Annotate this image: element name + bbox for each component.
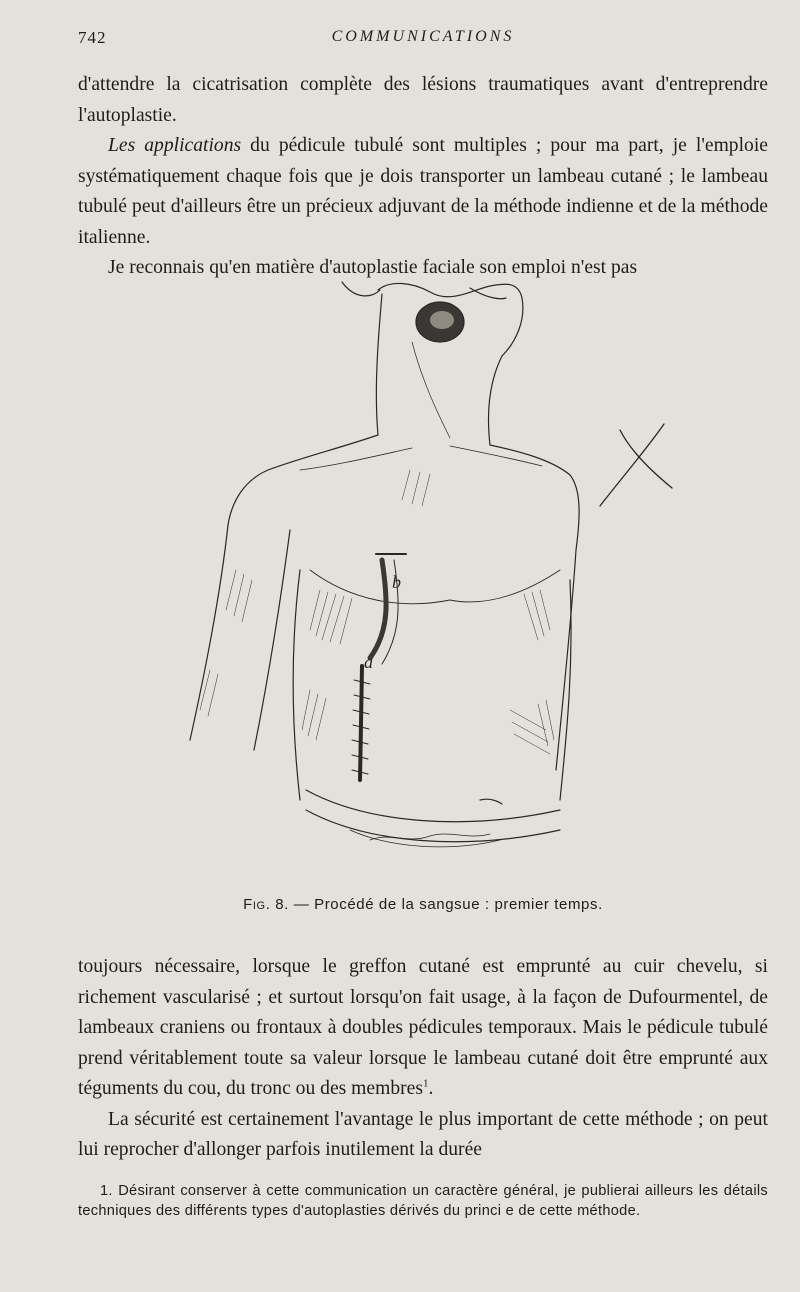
paragraph-securite: La sécurité est certainement l'avantage le plus important de cette méthode ; on peut lui reprocher d'allonger parfois inutilement la durée	[78, 1108, 768, 1160]
footnote-text: Désirant conserver à cette communication un caractère général, je publierai ailleurs les détails techniques des différents types d'autoplasties dérivés du princi e de cette méthode.	[78, 1183, 768, 1219]
caption-figure-label: Fig. 8.	[243, 896, 289, 913]
caption-text: Procédé de la sangsue : premier temps.	[314, 896, 603, 913]
paragraph-applications	[78, 131, 768, 253]
figure-caption	[78, 896, 768, 913]
paragraph-toujours	[78, 952, 768, 1105]
paragraph-continued: d'attendre la cicatrisation complète des lésions traumatiques avant d'entreprendre l'autoplastie.	[78, 74, 768, 126]
italic-phrase: Les applications	[108, 135, 242, 156]
anatomical-engraving-icon	[150, 270, 690, 875]
footnote-reference: 1	[423, 1077, 429, 1090]
footnote	[78, 1182, 768, 1221]
running-head: COMMUNICATIONS	[331, 28, 515, 45]
figure-illustration	[150, 270, 690, 875]
footnote-mark: 1.	[100, 1183, 113, 1199]
label-a: a	[364, 652, 373, 672]
body-text-bottom	[78, 952, 768, 1166]
body-text-top	[78, 70, 768, 284]
caption-dash: —	[288, 896, 315, 913]
label-b: b	[392, 572, 401, 592]
page-number: 742	[78, 28, 107, 47]
paragraph-toujours-text: toujours nécessaire, lorsque le greffon cutané est emprunté au cuir chevelu, si richement vascularisé ; et surtout lorsqu'on fait usage, à la façon de Dufourmentel, de lambeaux craniens ou frontaux à doubles pédicules temporaux. Mais le pédicule tubulé prend véritablement toute sa valeur lorsque le lambeau cutané doit être emprunté aux téguments du cou, du tronc ou des membres	[78, 956, 768, 1099]
paragraph-toujours-end: .	[428, 1078, 434, 1099]
paragraph-reconnais: Je reconnais qu'en matière d'autoplastie faciale son emploi n'est pas	[108, 257, 638, 278]
page-header	[78, 28, 768, 52]
paragraph-applications-rest: du pédicule tubulé sont multiples ; pour ma part, je l'emploie systématiquement chaque fois que je dois transporter un lambeau cutané ; le lambeau tubulé peut d'ailleurs être un précieux adjuvant de la méthode indienne et de la méthode italienne.	[78, 135, 768, 248]
